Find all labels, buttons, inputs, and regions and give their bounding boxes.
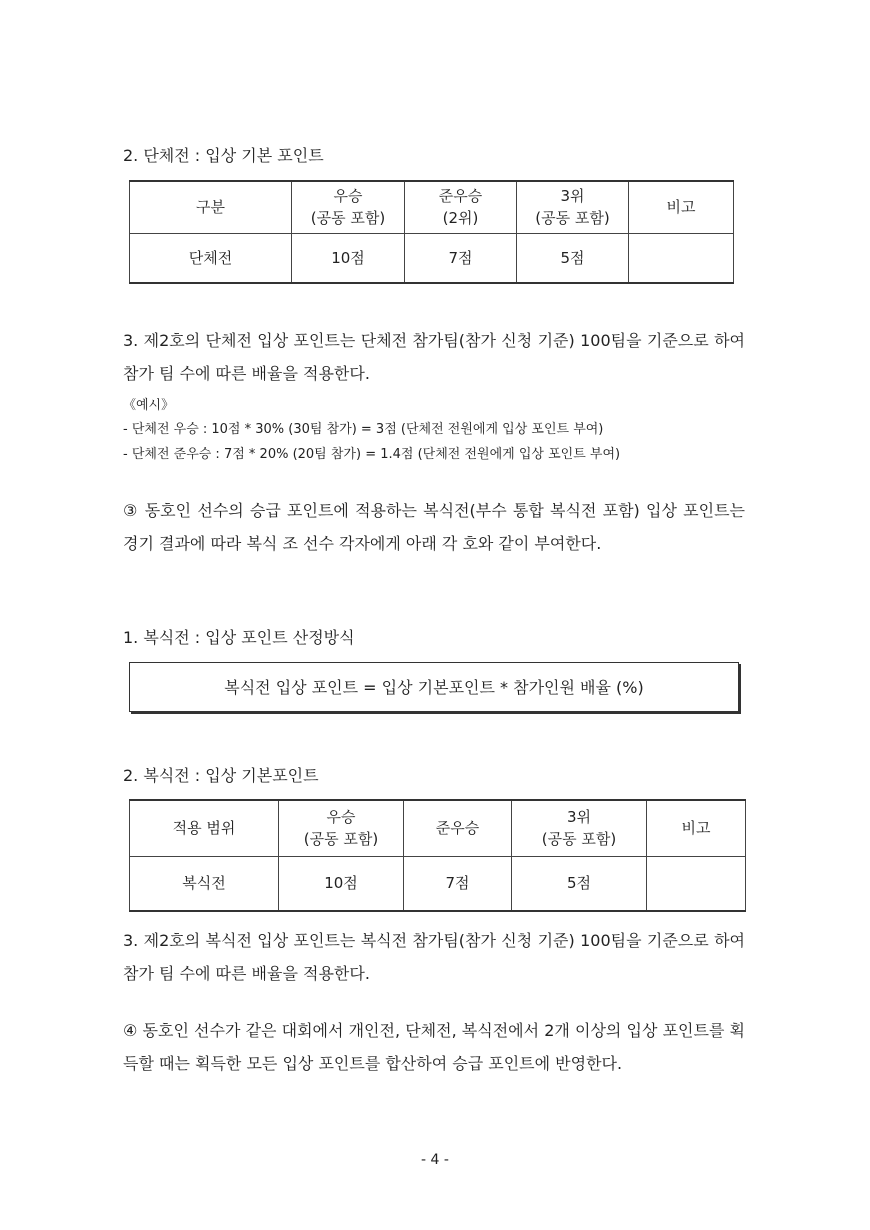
team-points-table xyxy=(129,180,734,284)
header-winner: 우승 (공동 포함) xyxy=(292,181,405,233)
header-scope: 적용 범위 xyxy=(130,800,279,856)
table-cell: 10점 xyxy=(292,233,405,283)
table-row xyxy=(130,856,746,911)
doubles-base-points-heading: 2. 복식전 : 입상 기본포인트 xyxy=(123,766,319,785)
table-cell: 7점 xyxy=(405,233,517,283)
header-remarks: 비고 xyxy=(629,181,734,233)
header-runner-up: 준우승 xyxy=(404,800,512,856)
header-third: 3위 (공동 포함) xyxy=(517,181,629,233)
table-cell: 10점 xyxy=(279,856,404,911)
table-cell: 단체전 xyxy=(130,233,292,283)
combined-points-paragraph: ④ 동호인 선수가 같은 대회에서 개인전, 단체전, 복식전에서 2개 이상의 입상 포인트를 획득할 때는 획득한 모든 입상 포인트를 합산하여 승급 포인트에 반영한다. xyxy=(123,1021,745,1073)
doubles-formula-heading: 1. 복식전 : 입상 포인트 산정방식 xyxy=(123,628,355,647)
doubles-points-table xyxy=(129,799,746,912)
table-cell: 5점 xyxy=(512,856,647,911)
doubles-multiplier-paragraph: 3. 제2호의 복식전 입상 포인트는 복식전 참가팀(참가 신청 기준) 100팀을 기준으로 하여 참가 팀 수에 따른 배율을 적용한다. xyxy=(123,931,745,983)
section-heading-team-points: 2. 단체전 : 입상 기본 포인트 xyxy=(123,146,324,165)
header-remarks: 비고 xyxy=(647,800,746,856)
table-cell xyxy=(647,856,746,911)
doubles-clause-paragraph: ③ 동호인 선수의 승급 포인트에 적용하는 복식전(부수 통합 복식전 포함) 입상 포인트는 경기 결과에 따라 복식 조 선수 각자에게 아래 각 호와 같이 부여한다. xyxy=(123,501,745,553)
header-category: 구분 xyxy=(130,181,292,233)
table-cell: 복식전 xyxy=(130,856,279,911)
example-line-2: - 단체전 준우승 : 7점 * 20% (20팀 참가) = 1.4점 (단체전 전원에게 입상 포인트 부여) xyxy=(123,447,621,462)
table-cell: 7점 xyxy=(404,856,512,911)
header-runner-up: 준우승 (2위) xyxy=(405,181,517,233)
team-multiplier-paragraph: 3. 제2호의 단체전 입상 포인트는 단체전 참가팀(참가 신청 기준) 100팀을 기준으로 하여 참가 팀 수에 따른 배율을 적용한다. xyxy=(123,331,745,383)
table-cell: 5점 xyxy=(517,233,629,283)
table-header-row xyxy=(130,181,734,233)
table-row xyxy=(130,233,734,283)
table-cell xyxy=(629,233,734,283)
example-line-1: - 단체전 우승 : 10점 * 30% (30팀 참가) = 3점 (단체전 전원에게 입상 포인트 부여) xyxy=(123,422,604,437)
page-number: - 4 - xyxy=(421,1152,449,1168)
header-winner: 우승 (공동 포함) xyxy=(279,800,404,856)
doubles-formula-box: 복식전 입상 포인트 = 입상 기본포인트 * 참가인원 배율 (%) xyxy=(129,662,739,712)
example-label: 《예시》 xyxy=(123,398,175,413)
header-third: 3위 (공동 포함) xyxy=(512,800,647,856)
table-header-row xyxy=(130,800,746,856)
